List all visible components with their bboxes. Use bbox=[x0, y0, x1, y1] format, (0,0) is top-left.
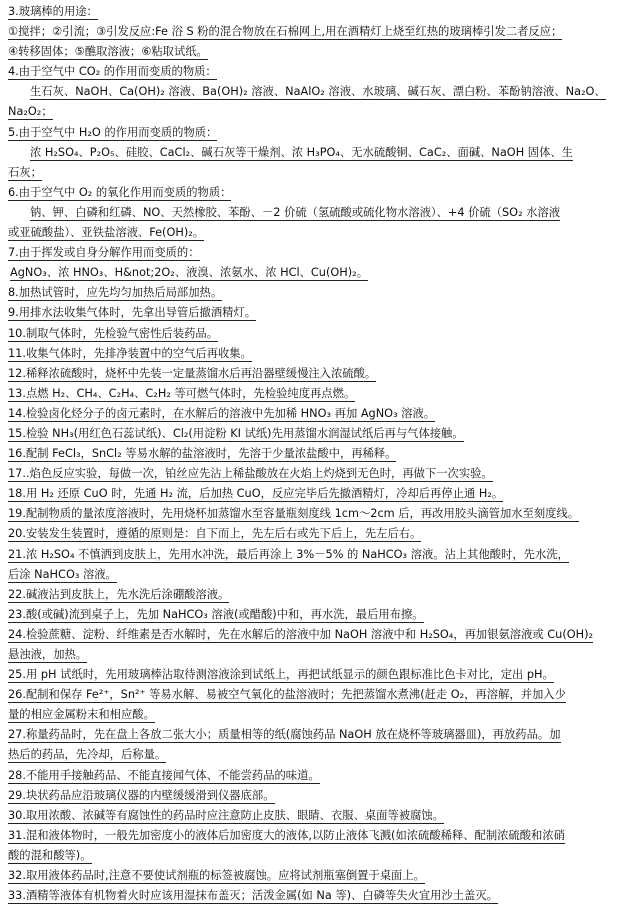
text-line bbox=[8, 82, 632, 102]
text-line bbox=[8, 565, 632, 585]
text-line bbox=[8, 866, 632, 886]
text-line-content: 21.浓 H₂SO₄ 不慎洒到皮肤上，先用水冲洗，最后再涂上 3%－5% 的 NaHCO₃ 溶液。沾上其他酸时，先水洗， bbox=[8, 547, 569, 561]
text-line bbox=[8, 203, 632, 223]
text-line bbox=[8, 464, 632, 484]
text-line-content: 23.酸(或碱)流到桌子上，先加 NaHCO₃ 溶液(或醋酸)中和，再水洗，最后用布擦。 bbox=[8, 607, 424, 621]
text-line bbox=[8, 62, 632, 82]
text-line-content: 10.制取气体时，先检验气密性后装药品。 bbox=[8, 326, 219, 340]
text-line-content: 热后的药品，先冷却，后称量。 bbox=[8, 748, 167, 762]
text-line-content: 浓 H₂SO₄、P₂O₅、硅胶、CaCl₂、碱石灰等干燥剂、浓 H₃PO₄、无水硫酸铜、CaC₂、面碱、NaOH 固体、生 bbox=[30, 145, 573, 159]
text-line-content: 30.取用浓酸、浓碱等有腐蚀性的药品时应注意防止皮肤、眼睛、衣服、桌面等被腐蚀。 bbox=[8, 808, 444, 822]
text-line-content: 生石灰、NaOH、Ca(OH)₂ 溶液、Ba(OH)₂ 溶液、NaAlO₂ 溶液、水玻璃、碱石灰、漂白粉、苯酚钠溶液、Na₂O、 bbox=[30, 85, 606, 99]
text-line-content: 25.用 pH 试纸时，先用玻璃棒沾取待测溶液涂到试纸上，再把试纸显示的颜色跟标准比色卡对比，定出 pH。 bbox=[8, 668, 554, 682]
text-line bbox=[8, 705, 632, 725]
text-line bbox=[8, 42, 632, 62]
text-line-content: 石灰； bbox=[8, 165, 42, 179]
text-line-content: 28.不能用手接触药品、不能直接闻气体、不能尝药品的味道。 bbox=[8, 768, 320, 782]
text-line bbox=[8, 826, 632, 846]
text-line-content: 11.收集气体时，先排净装置中的空气后再收集。 bbox=[8, 346, 252, 360]
text-line-content: 7.由于挥发或自身分解作用而变质的： bbox=[8, 246, 200, 260]
text-line-content: 24.检验蔗糖、淀粉、纤维素是否水解时，先在水解后的溶液中加 NaOH 溶液中和 H₂SO₄，再加银氨溶液或 Cu(OH)₂ bbox=[8, 627, 594, 641]
text-line bbox=[8, 745, 632, 765]
text-line bbox=[8, 504, 632, 524]
text-line bbox=[8, 404, 632, 424]
text-line bbox=[8, 2, 632, 22]
text-line-content: 27.称量药品时，先在盘上各放二张大小；质量相等的纸(腐蚀药品 NaOH 放在烧杯等玻璃器皿)，再放药品。加 bbox=[8, 728, 561, 742]
text-line-content: 后涂 NaHCO₃ 溶液。 bbox=[8, 567, 117, 581]
text-line bbox=[8, 163, 632, 183]
text-line-content: 酸的混和酸等)。 bbox=[8, 848, 92, 862]
text-line-content: 18.用 H₂ 还原 CuO 时，先通 H₂ 流，后加热 CuO，反应完毕后先撤酒精灯，冷却后再停止通 H₂。 bbox=[8, 487, 504, 501]
text-line bbox=[8, 283, 632, 303]
text-line-content: 8.加热试管时，应先均匀加热后局部加热。 bbox=[8, 286, 223, 300]
text-line-content: 26.配制和保存 Fe²⁺，Sn²⁺ 等易水解、易被空气氧化的盐溶液时；先把蒸馏水煮沸(赶走 O₂，再溶解，并加入少 bbox=[8, 688, 566, 702]
text-line bbox=[8, 786, 632, 806]
text-line-content: ①搅拌；②引流；③引发反应:Fe 浴 S 粉的混合物放在石棉网上,用在酒精灯上烧至红热的玻璃棒引发二者反应； bbox=[8, 25, 563, 39]
text-line bbox=[8, 303, 632, 323]
text-line bbox=[8, 243, 632, 263]
text-line-content: 13.点燃 H₂、CH₄、C₂H₄、C₂H₂ 等可燃气体时，先检验纯度再点燃。 bbox=[8, 386, 356, 400]
text-line-content: 17..焰色反应实验，每做一次，铂丝应先沾上稀盐酸放在火焰上灼烧到无色时，再做下一次实验。 bbox=[8, 467, 493, 481]
text-line bbox=[8, 444, 632, 464]
text-line bbox=[8, 384, 632, 404]
text-line-content: 22.碱液沾到皮肤上，先水洗后涂硼酸溶液。 bbox=[8, 587, 230, 601]
text-line-content: 33.酒精等液体有机物着火时应该用湿抹布盖灭；活泼金属(如 Na 等)、白磷等失火宜用沙土盖灭。 bbox=[8, 889, 498, 903]
text-line-content: 5.由于空气中 H₂O 的作用而变质的物质： bbox=[8, 125, 218, 139]
text-line bbox=[8, 424, 632, 444]
text-line bbox=[8, 585, 632, 605]
text-line bbox=[8, 183, 632, 203]
text-line bbox=[8, 665, 632, 685]
text-line-content: ④转移固体；⑤醮取溶液；⑥粘取试纸。 bbox=[8, 45, 208, 59]
text-line-content: 15.检验 NH₃(用红色石蕊试纸)、Cl₂(用淀粉 KI 试纸)先用蒸馏水润湿试纸后再与气体接触。 bbox=[8, 426, 464, 440]
text-line bbox=[8, 263, 632, 283]
text-line bbox=[8, 324, 632, 344]
text-line-content: 32.取用液体药品时,注意不要使试剂瓶的标签被腐蚀。应将试剂瓶塞倒置于桌面上。 bbox=[8, 869, 425, 883]
text-line bbox=[8, 645, 632, 665]
text-line bbox=[8, 806, 632, 826]
text-line bbox=[8, 685, 632, 705]
text-line-content: 或亚硫酸盐）、亚铁盐溶液、Fe(OH)₂。 bbox=[8, 226, 205, 240]
text-line bbox=[8, 545, 632, 565]
text-line-content: 3.玻璃棒的用途： bbox=[8, 5, 98, 18]
text-line bbox=[8, 625, 632, 645]
text-line-content: 31.混和液体物时，一般先加密度小的液体后加密度大的液体,以防止液体飞溅(如浓硫酸稀释、配制浓硫酸和浓硝 bbox=[8, 828, 565, 842]
text-line bbox=[8, 766, 632, 786]
text-line-content: Na₂O₂； bbox=[8, 105, 53, 119]
text-line bbox=[8, 123, 632, 143]
text-line bbox=[8, 143, 632, 163]
text-line bbox=[8, 484, 632, 504]
text-line-content: 19.配制物质的量浓度溶液时，先用烧杯加蒸馏水至容量瓶刻度线 1cm～2cm 后，再改用胶头滴管加水至刻度线。 bbox=[8, 507, 580, 521]
text-line-content: 29.块状药品应沿玻璃仪器的内壁缓缓滑到仪器底部。 bbox=[8, 788, 275, 802]
text-line bbox=[8, 846, 632, 866]
text-line bbox=[8, 102, 632, 122]
text-line-content: 悬浊液，加热。 bbox=[8, 648, 88, 661]
text-line-content: 9.用排水法收集气体时，先拿出导管后撤酒精灯。 bbox=[8, 306, 257, 320]
text-line bbox=[8, 886, 632, 906]
text-line bbox=[8, 725, 632, 745]
text-line-content: 12.稀释浓硫酸时，烧杯中先装一定量蒸馏水后再沿器壁缓慢注入浓硫酸。 bbox=[8, 366, 377, 380]
text-line bbox=[8, 344, 632, 364]
text-line-content: 量的相应金属粉末和相应酸。 bbox=[8, 708, 155, 722]
text-line bbox=[8, 223, 632, 243]
text-line-content: 14.检验卤化烃分子的卤元素时，在水解后的溶液中先加稀 HNO₃ 再加 AgNO₃ 溶液。 bbox=[8, 406, 436, 420]
text-line-content: 钠、钾、白磷和红磷、NO、天然橡胶、苯酚、－2 价硫（氢硫酸或硫化物水溶液）、+4 价硫（SO₂ 水溶液 bbox=[30, 205, 561, 219]
text-line-content: 6.由于空气中 O₂ 的氧化作用而变质的物质： bbox=[8, 185, 232, 199]
text-line bbox=[8, 524, 632, 544]
text-line-content: 20.安装发生装置时，遵循的原则是：自下而上，先左后右或先下后上，先左后右。 bbox=[8, 527, 422, 541]
text-line bbox=[8, 605, 632, 625]
text-line bbox=[8, 22, 632, 42]
text-line-content: 16.配制 FeCl₃，SnCl₂ 等易水解的盐溶液时，先溶于少量浓盐酸中，再稀释。 bbox=[8, 447, 397, 461]
text-line-content: 4.由于空气中 CO₂ 的作用而变质的物质： bbox=[8, 65, 217, 79]
text-line-content: AgNO₃、浓 HNO₃、H&not;2O₂、液溴、浓氨水、浓 HCl、Cu(OH)₂。 bbox=[10, 266, 368, 280]
text-line bbox=[8, 364, 632, 384]
